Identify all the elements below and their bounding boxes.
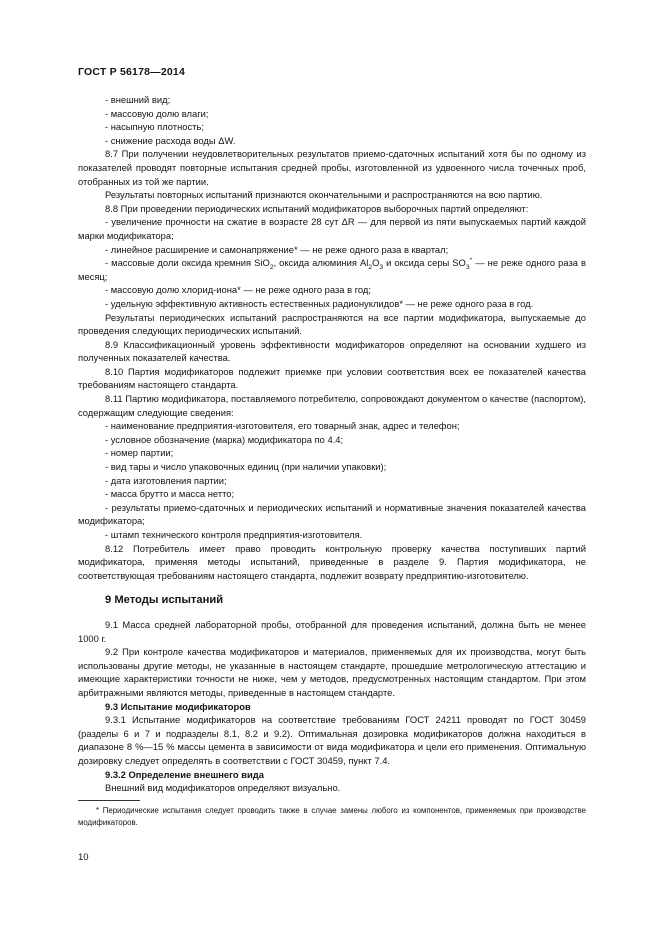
- list-item: - удельную эффективную активность естественных радионуклидов* — не реже одного раза в год.: [105, 297, 534, 309]
- list-item: - штамп технического контроля предприятия-изготовителя.: [105, 529, 363, 540]
- oxides-text: , оксида алюминия Al: [273, 257, 369, 269]
- list-item: - вид тары и число упаковочных единиц (при наличии упаковки);: [105, 461, 387, 473]
- list-item: - массовую долю влаги;: [105, 107, 209, 119]
- section-heading: 9 Методы испытаний: [105, 594, 224, 607]
- document-header: ГОСТ Р 56178—2014: [78, 66, 186, 78]
- list-item: - номер партии;: [105, 447, 174, 459]
- list-item: - снижение расхода воды ΔW.: [105, 134, 236, 146]
- list-item: - увеличение прочности на сжатие в возрасте 28 сут ΔR — для первой из пяти выпускаемых партий каждой марки модификатора;: [78, 216, 586, 241]
- list-item: - дата изготовления партии;: [105, 474, 227, 486]
- list-item: - масса брутто и масса нетто;: [105, 488, 235, 500]
- list-item: - насыпную плотность;: [105, 121, 204, 133]
- subsection-heading: 9.3 Испытание модификаторов: [105, 700, 251, 712]
- paragraph-9-1: 9.1 Масса средней лабораторной пробы, отобранной для проведения испытаний, должна быть не менее 1000 г.: [78, 618, 586, 644]
- paragraph-8-7: 8.7 При получении неудовлетворительных результатов приемо-сдаточных испытаний хотя бы по одному из показателей проводят повторные испытания средней пробы, изготовленной из удвоенного числа точечных проб, отобранных из той же партии.: [78, 148, 586, 187]
- page-number: 10: [78, 852, 89, 863]
- subsection-heading: 9.3.2 Определение внешнего вида: [105, 768, 264, 780]
- footnote-divider: [78, 800, 140, 801]
- subscript: 3: [465, 264, 470, 271]
- list-item-oxides: [78, 256, 586, 283]
- oxides-text: O: [372, 257, 380, 269]
- paragraph: Результаты периодических испытаний распространяются на все партии модификатора, выпускаемые до проведения следующих периодических испытаний.: [78, 311, 586, 337]
- paragraph-9-2: 9.2 При контроле качества модификаторов и материалов, применяемых для их производства, могут быть использованы другие методы, не указанные в настоящем стандарте, прошедшие метрологическую аттестацию и имеющие характеристики точности не ниже, чем у методов, предусмотренных настоящим стандартом. При этом арбитражными являются методы, приведенные в настоящем стандарте.: [78, 646, 586, 698]
- list-item: - массовую долю хлорид-иона* — не реже одного раза в год;: [105, 284, 371, 296]
- paragraph: Внешний вид модификаторов определяют визуально.: [105, 782, 341, 794]
- paragraph-8-9: 8.9 Классификационный уровень эффективности модификаторов определяют на основании худшего из полученных показателей качества.: [78, 338, 586, 364]
- list-item: - результаты приемо-сдаточных и периодических испытаний и нормативные значения показателей качества модификатора;: [78, 501, 586, 527]
- list-item: - наименование предприятия-изготовителя, его товарный знак, адрес и телефон;: [105, 420, 460, 432]
- footnote-marker: *: [469, 257, 473, 264]
- list-item: - внешний вид;: [105, 94, 171, 105]
- paragraph-8-12: 8.12 Потребитель имеет право проводить контрольную проверку качества поступивших партий модификатора, применяя методы испытаний, приведенные в разделе 9. Партия модификатора, не соответствующая требованиям настоящего стандарта, подлежит возврату предприятию-изготовителю.: [78, 542, 586, 581]
- subscript: 2: [269, 264, 274, 271]
- paragraph: Результаты повторных испытаний признаются окончательными и распространяются на всю партию.: [105, 189, 543, 201]
- paragraph-8-11: 8.11 Партию модификатора, поставляемого потребителю, сопровождают документом о качестве (паспортом), содержащим следующие сведения:: [78, 393, 586, 418]
- list-item: - условное обозначение (марка) модификатора по 4.4;: [105, 433, 344, 445]
- paragraph-8-10: 8.10 Партия модификаторов подлежит приемке при условии соответствия всех ее показателей качества требованиям настоящего стандарта.: [78, 365, 586, 391]
- oxides-text: - массовые доли оксида кремния SiO: [105, 257, 270, 269]
- subscript: 3: [379, 264, 384, 271]
- subscript: 2: [368, 264, 373, 271]
- list-item: - линейное расширение и самонапряжение* — не реже одного раза в квартал;: [105, 243, 449, 255]
- page-body: [78, 93, 586, 829]
- paragraph-8-8: 8.8 При проведении периодических испытаний модификаторов выборочных партий определяют:: [105, 202, 529, 214]
- oxides-text: и оксида серы SO: [383, 257, 466, 269]
- paragraph-9-3-1: 9.3.1 Испытание модификаторов на соответствие требованиям ГОСТ 24211 проводят по ГОСТ 30459 (разделы 6 и 7 и подразделы 8.1, 8.2 и 9.2). Оптимальная дозировка модификаторов должна находиться в диапазоне 8 %—15 % массы цемента в зависимости от вида модификатора и цели его применения. Оптимальную дозировку следует определять в соответствии с ГОСТ 30459, пункт 7.4.: [78, 714, 586, 766]
- oxides-text: — не реже одного раза в месяц;: [78, 257, 586, 282]
- footnote: * Периодические испытания следует проводить также в случае замены любого из компонентов, применяемых при производстве модификаторов.: [78, 805, 586, 827]
